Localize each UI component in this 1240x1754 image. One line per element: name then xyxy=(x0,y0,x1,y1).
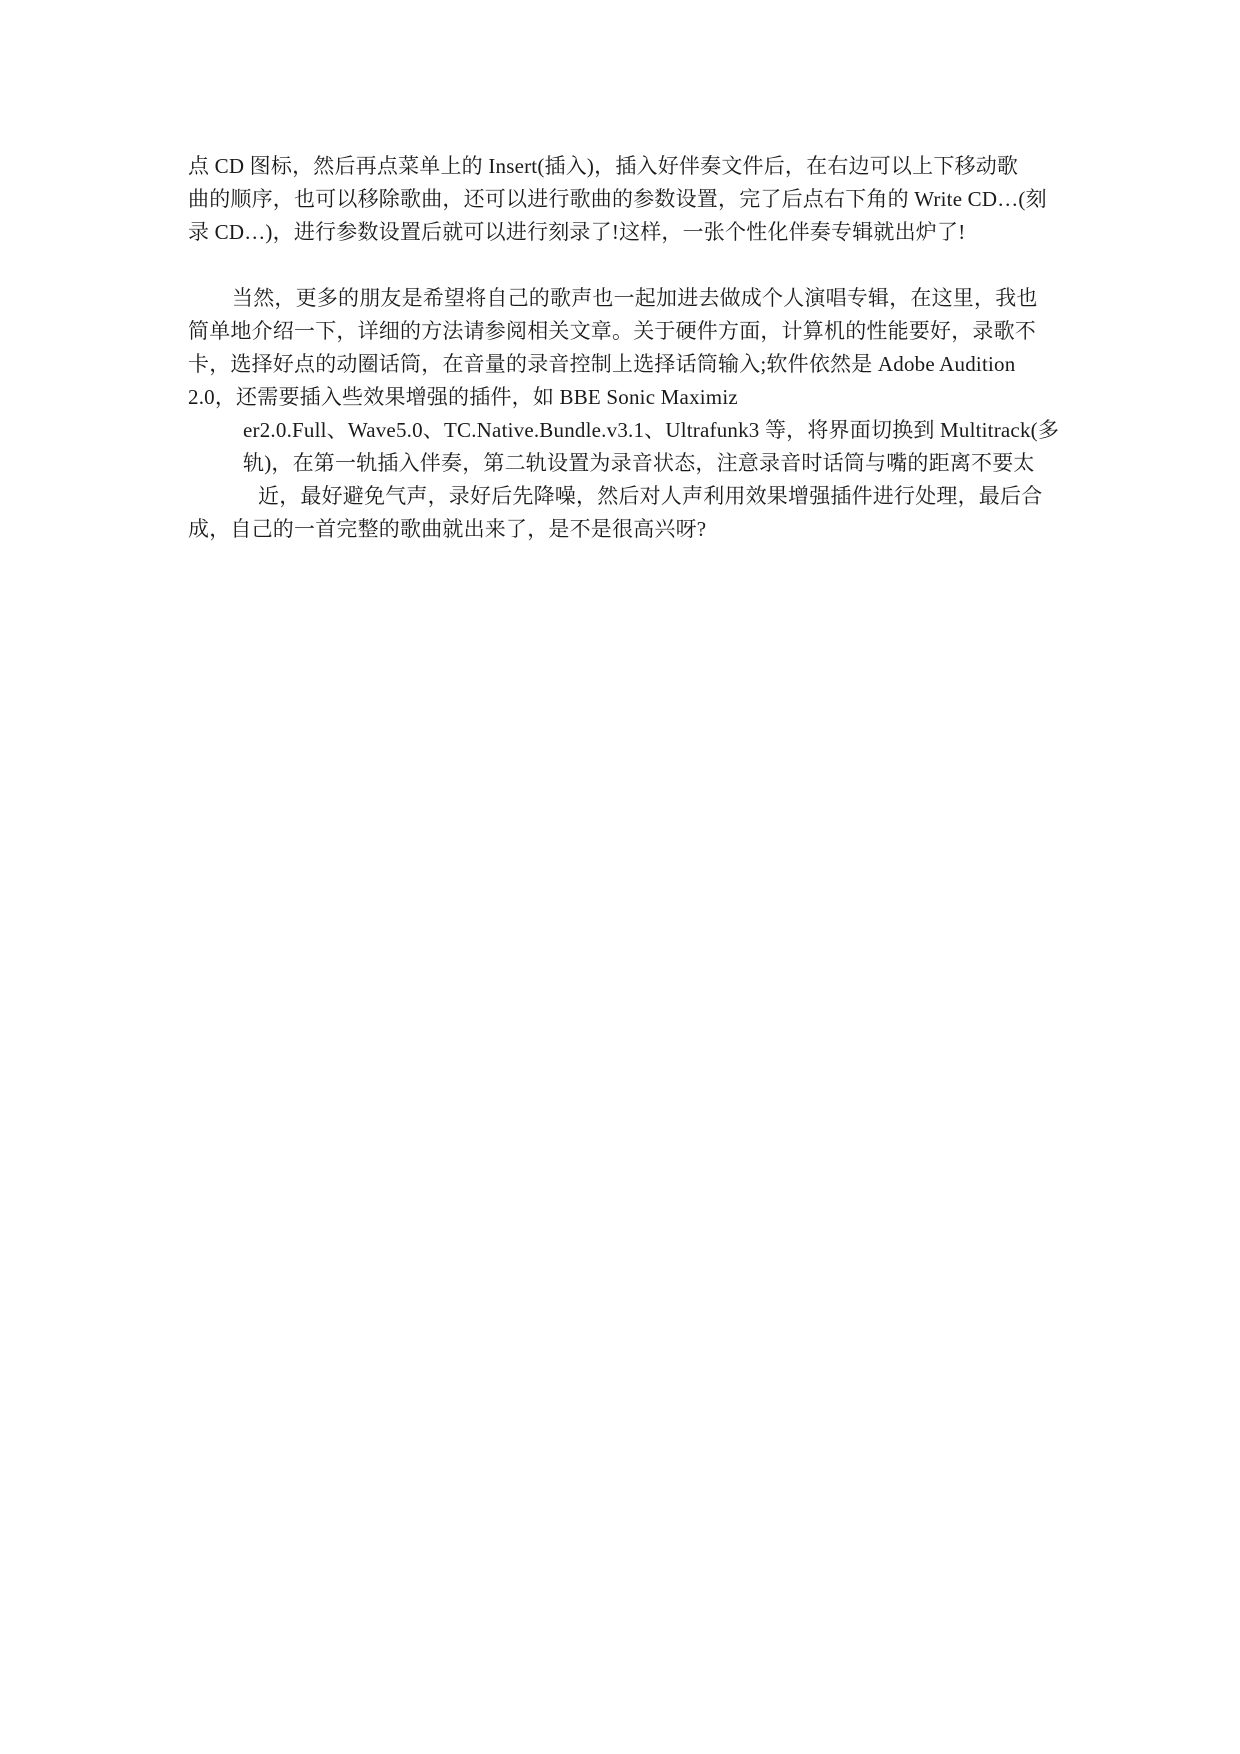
paragraph-2-line-7: 近，最好避免气声，录好后先降噪，然后对人声利用效果增强插件进行处理，最后合 xyxy=(258,484,1043,508)
paragraph-2-line-3: 卡，选择好点的动圈话筒，在音量的录音控制上选择话筒输入;软件依然是 Adobe Audition xyxy=(188,352,1016,376)
paragraph-2-line-8: 成，自己的一首完整的歌曲就出来了，是不是很高兴呀? xyxy=(188,517,707,541)
paragraph-2-line-2: 简单地介绍一下，详细的方法请参阅相关文章。关于硬件方面，计算机的性能要好，录歌不 xyxy=(188,319,1036,343)
paragraph-2-line-5: er2.0.Full、Wave5.0、TC.Native.Bundle.v3.1、Ultrafunk3 等，将界面切换到 Multitrack(多 xyxy=(243,418,1060,442)
paragraph-1-line-1: 点 CD 图标，然后再点菜单上的 Insert(插入)，插入好伴奏文件后，在右边可以上下移动歌 xyxy=(188,154,1019,178)
paragraph-2-line-1: 当然，更多的朋友是希望将自己的歌声也一起加进去做成个人演唱专辑，在这里，我也 xyxy=(232,286,1038,310)
paragraph-2-line-6: 轨)，在第一轨插入伴奏，第二轨设置为录音状态，注意录音时话筒与嘴的距离不要太 xyxy=(243,451,1035,475)
paragraph-1-line-2: 曲的顺序，也可以移除歌曲，还可以进行歌曲的参数设置，完了后点右下角的 Write CD…(刻 xyxy=(188,187,1047,211)
paragraph-2-line-4: 2.0，还需要插入些效果增强的插件，如 BBE Sonic Maximiz xyxy=(188,385,738,409)
paragraph-1-line-3: 录 CD…)，进行参数设置后就可以进行刻录了!这样，一张个性化伴奏专辑就出炉了! xyxy=(188,220,966,244)
